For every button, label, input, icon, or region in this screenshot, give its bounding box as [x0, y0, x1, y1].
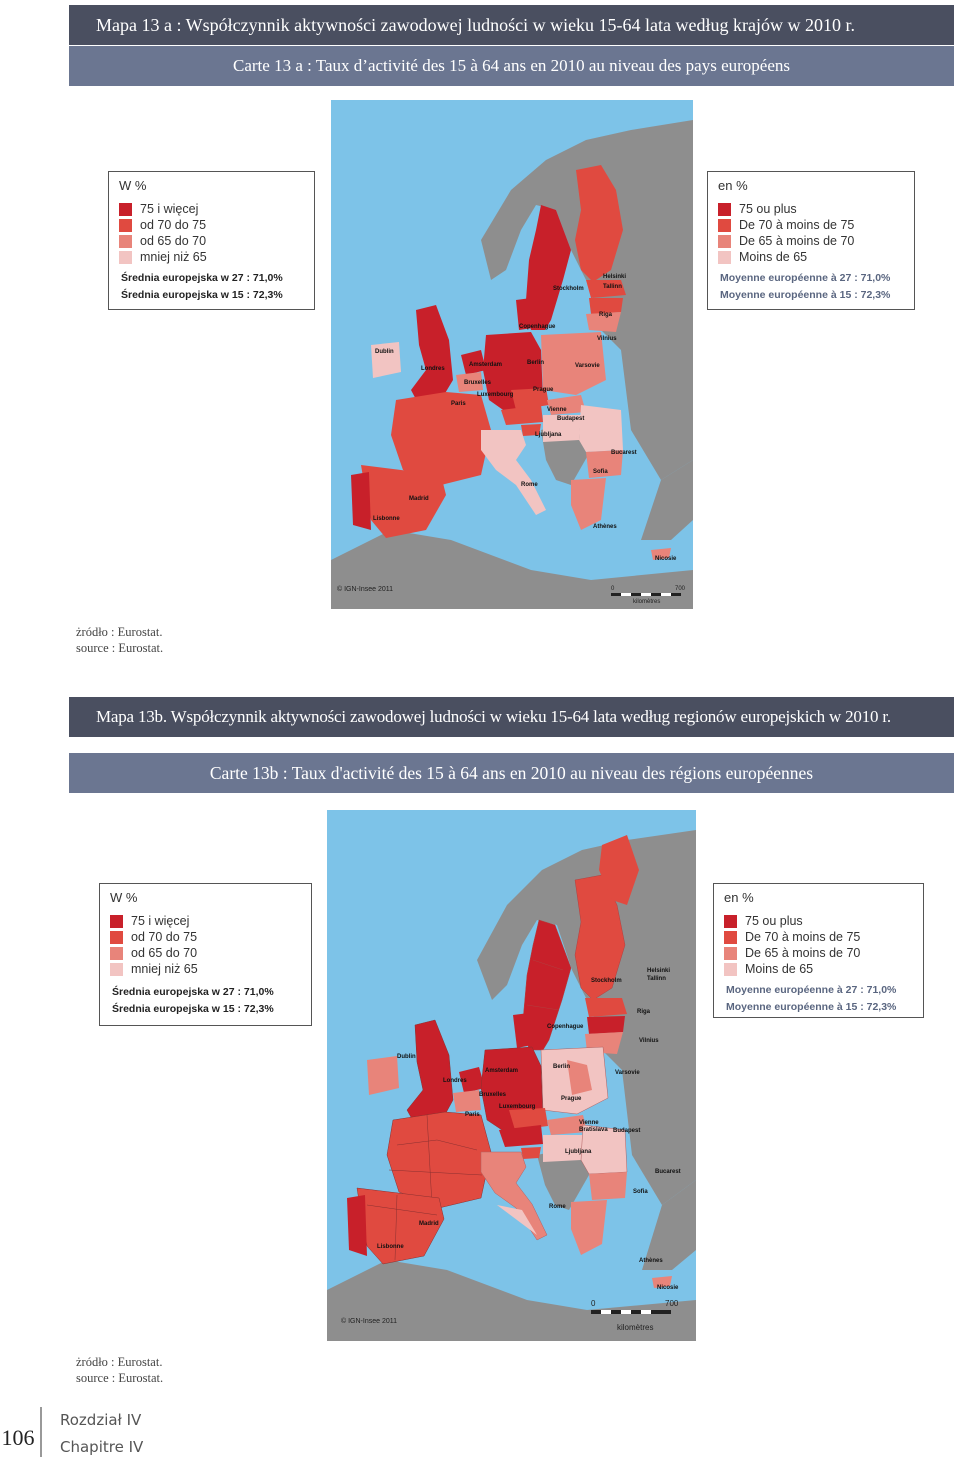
legend-item: De 70 à moins de 75: [739, 218, 855, 232]
city-copenhague: Copenhague: [519, 324, 556, 330]
city-bratislava: Bratislava: [579, 1127, 608, 1133]
legend-avg15: Średnia europejska w 15 : 72,3%: [112, 1003, 274, 1015]
legend-swatch: [724, 963, 737, 976]
city-luxembourg: Luxembourg: [499, 1104, 536, 1110]
city-londres: Londres: [443, 1078, 467, 1084]
page-number: 106: [1, 1425, 35, 1450]
legend-swatch: [119, 251, 132, 264]
legend-swatch: [119, 203, 132, 216]
map-a-legend-fr: [707, 171, 915, 310]
legend-item: od 70 do 75: [140, 218, 207, 232]
legend-item: od 70 do 75: [131, 930, 198, 944]
map-a-title-pl: Mapa 13 a : Współczynnik aktywności zawodowej ludności w wieku 15-64 lata według krajów w 2010 r.: [69, 5, 954, 45]
city-budapest: Budapest: [613, 1128, 641, 1134]
legend-swatch: [724, 947, 737, 960]
city-amsterdam: Amsterdam: [485, 1068, 519, 1074]
map-b-title-fr: Carte 13b : Taux d'activité des 15 à 64 ans en 2010 au niveau des régions européennes: [69, 753, 954, 793]
city-madrid: Madrid: [409, 496, 429, 502]
legend-row: [724, 930, 860, 945]
city-vienne: Vienne: [579, 1120, 599, 1126]
legend-unit: en %: [724, 890, 754, 905]
legend-item: De 65 à moins de 70: [739, 234, 855, 248]
city-rome: Rome: [549, 1204, 566, 1210]
legend-item: Moins de 65: [739, 250, 808, 264]
map-b-scale-unit: kilomètres: [617, 1323, 654, 1332]
legend-item: od 65 do 70: [140, 234, 207, 248]
legend-row: [110, 930, 197, 945]
legend-row: [110, 946, 197, 961]
source-pl: żródło : Eurostat.: [76, 625, 163, 639]
city-nicosie: Nicosie: [657, 1285, 679, 1291]
legend-swatch: [110, 915, 123, 928]
legend-swatch: [110, 947, 123, 960]
legend-avg27: Średnia europejska w 27 : 71,0%: [112, 986, 274, 998]
map-a-europe-countries: [331, 100, 693, 609]
legend-item: Moins de 65: [745, 962, 814, 976]
legend-row: [110, 914, 189, 929]
map-b-credit: © IGN-Insee 2011: [341, 1318, 397, 1325]
map-a-legend-pl: [108, 171, 315, 310]
legend-row: [119, 234, 206, 249]
city-stockholm: Stockholm: [553, 286, 584, 292]
legend-item: od 65 do 70: [131, 946, 198, 960]
legend-item: 75 ou plus: [739, 202, 797, 216]
legend-item: mniej niż 65: [131, 962, 198, 976]
legend-avg27: Średnia europejska w 27 : 71,0%: [121, 272, 283, 284]
legend-row: [718, 218, 854, 233]
city-londres: Londres: [421, 366, 445, 372]
city-prague: Prague: [533, 387, 554, 393]
legend-item: 75 i więcej: [140, 202, 199, 216]
city-sofia: Sofia: [633, 1189, 648, 1195]
city-bruxelles: Bruxelles: [464, 380, 492, 386]
legend-item: 75 i więcej: [131, 914, 190, 928]
map-a-scale-unit: kilomètres: [633, 599, 661, 605]
city-nicosie: Nicosie: [655, 556, 677, 562]
map-b-legend-pl: [99, 883, 312, 1026]
legend-swatch: [119, 235, 132, 248]
city-varsovie: Varsovie: [615, 1070, 640, 1076]
source-fr: source : Eurostat.: [76, 641, 164, 655]
legend-swatch: [718, 203, 731, 216]
legend-avg15: Moyenne européenne à 15 : 72,3%: [720, 289, 891, 301]
city-berlin: Berlin: [553, 1064, 571, 1070]
chapter-label-pl: Rozdział IV: [60, 1411, 142, 1429]
map-b-scale-zero: 0: [591, 1299, 596, 1308]
city-ljubljana: Ljubljana: [565, 1149, 592, 1155]
city-amsterdam: Amsterdam: [469, 362, 503, 368]
city-budapest: Budapest: [557, 416, 585, 422]
city-prague: Prague: [561, 1096, 582, 1102]
city-varsovie: Varsovie: [575, 363, 600, 369]
legend-row: [724, 914, 803, 929]
source-fr: source : Eurostat.: [76, 1371, 164, 1385]
city-ljubljana: Ljubljana: [535, 432, 562, 438]
city-lisbonne: Lisbonne: [373, 516, 400, 522]
city-dublin: Dublin: [397, 1054, 416, 1060]
city-rome: Rome: [521, 482, 538, 488]
legend-item: De 70 à moins de 75: [745, 930, 861, 944]
map-b-europe-regions: [327, 810, 696, 1341]
legend-row: [718, 250, 807, 265]
map-b-legend-fr: [713, 883, 924, 1018]
city-athenes: Athènes: [639, 1258, 663, 1264]
legend-swatch: [724, 915, 737, 928]
legend-item: De 65 à moins de 70: [745, 946, 861, 960]
legend-item: 75 ou plus: [745, 914, 803, 928]
legend-swatch: [119, 219, 132, 232]
legend-row: [110, 962, 198, 977]
legend-row: [724, 946, 860, 961]
legend-row: [119, 250, 207, 265]
city-dublin: Dublin: [375, 349, 394, 355]
legend-row: [718, 202, 797, 217]
city-bucarest: Bucarest: [611, 450, 637, 456]
legend-row: [119, 202, 198, 217]
city-bruxelles: Bruxelles: [479, 1092, 507, 1098]
legend-swatch: [718, 235, 731, 248]
city-vienne: Vienne: [547, 407, 567, 413]
legend-row: [718, 234, 854, 249]
map-a-credit: © IGN-Insee 2011: [337, 586, 393, 593]
map-b-source: [76, 1354, 163, 1386]
city-bucarest: Bucarest: [655, 1169, 681, 1175]
city-vilnius: Vilnius: [597, 336, 617, 342]
map-a-source: [76, 624, 163, 656]
city-lisbonne: Lisbonne: [377, 1244, 404, 1250]
city-copenhague: Copenhague: [547, 1024, 584, 1030]
city-berlin: Berlin: [527, 360, 545, 366]
city-vilnius: Vilnius: [639, 1038, 659, 1044]
city-paris: Paris: [451, 401, 466, 407]
map-a-scale-max: 700: [675, 586, 686, 592]
legend-avg15: Moyenne européenne à 15 : 72,3%: [726, 1001, 897, 1013]
legend-avg27: Moyenne européenne à 27 : 71,0%: [720, 272, 891, 284]
city-madrid: Madrid: [419, 1221, 439, 1227]
city-tallinn: Tallinn: [603, 284, 622, 290]
legend-swatch: [718, 219, 731, 232]
legend-avg15: Średnia europejska w 15 : 72,3%: [121, 289, 283, 301]
city-sofia: Sofia: [593, 469, 608, 475]
legend-item: mniej niż 65: [140, 250, 207, 264]
legend-avg27: Moyenne européenne à 27 : 71,0%: [726, 984, 897, 996]
legend-unit: W %: [119, 178, 147, 193]
city-tallinn: Tallinn: [647, 976, 666, 982]
city-stockholm: Stockholm: [591, 978, 622, 984]
city-riga: Riga: [637, 1009, 651, 1015]
legend-row: [724, 962, 813, 977]
city-athenes: Athènes: [593, 524, 617, 530]
map-a-scale-zero: 0: [611, 586, 615, 592]
legend-unit: W %: [110, 890, 138, 905]
legend-row: [119, 218, 206, 233]
footer-divider: [40, 1407, 42, 1457]
legend-unit: en %: [718, 178, 748, 193]
legend-swatch: [718, 251, 731, 264]
city-helsinki: Helsinki: [647, 968, 671, 974]
map-b-title-pl: Mapa 13b. Współczynnik aktywności zawodowej ludności w wieku 15-64 lata według regionów europejskich w 2010 r.: [69, 697, 954, 737]
legend-swatch: [110, 963, 123, 976]
city-paris: Paris: [465, 1112, 480, 1118]
map-a-title-fr: Carte 13 a : Taux d’activité des 15 à 64 ans en 2010 au niveau des pays européens: [69, 46, 954, 86]
legend-swatch: [724, 931, 737, 944]
legend-swatch: [110, 931, 123, 944]
map-b-scale-max: 700: [665, 1299, 679, 1308]
city-riga: Riga: [599, 312, 613, 318]
chapter-label-fr: Chapitre IV: [60, 1438, 144, 1456]
city-luxembourg: Luxembourg: [477, 392, 514, 398]
source-pl: żródło : Eurostat.: [76, 1355, 163, 1369]
city-helsinki: Helsinki: [603, 274, 627, 280]
